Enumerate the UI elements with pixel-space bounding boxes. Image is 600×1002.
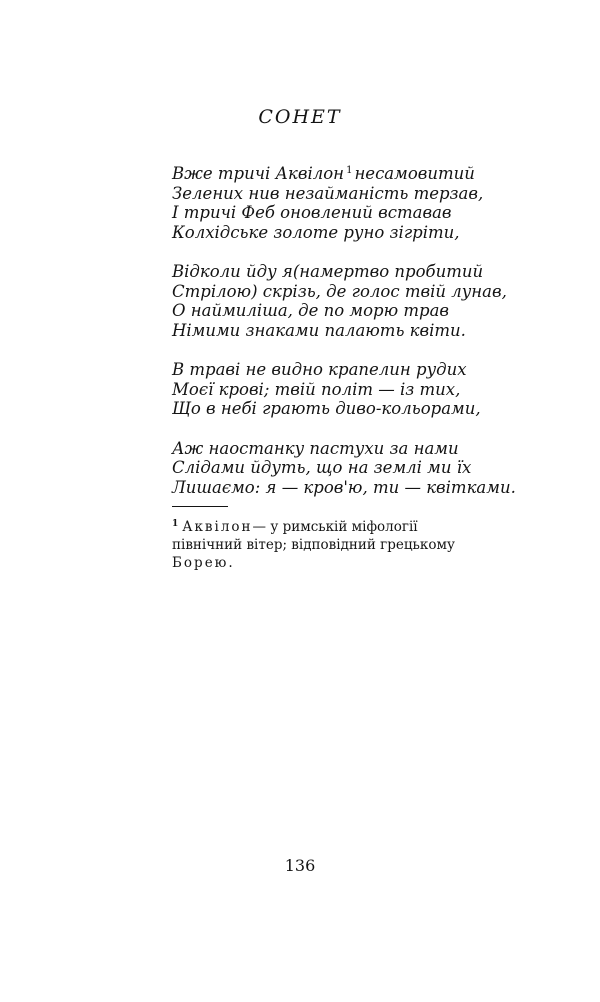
footnote-line: Борею. (172, 555, 235, 571)
footnote-term: Аквілон (182, 519, 253, 535)
poem-line: Аж наостанку пастухи за нами (172, 438, 459, 458)
poem-line: Німими знаками палають квіти. (172, 320, 466, 340)
page-number: 136 (284, 856, 316, 875)
poem-line: Стрілою) скрізь, де голос твій лунав, (172, 281, 507, 301)
footnote-text: — у римській міфології (252, 519, 418, 535)
footnote (172, 518, 512, 572)
poem-line (172, 164, 516, 184)
poem-line: Колхідське золоте руно зігріти, (172, 222, 460, 242)
poem-line: Що в небі грають диво-кольорами, (172, 399, 481, 418)
poem-line: Зелених нив незайманість терзав, (172, 183, 484, 203)
footnote-line (172, 518, 512, 536)
footnote-divider (172, 506, 228, 507)
stanza-4 (172, 439, 516, 498)
stanza-2 (172, 262, 516, 340)
poem-line: О наймиліша, де по морю трав (172, 301, 450, 320)
poem-line: Лишаємо: я — кров'ю, ти — квітками. (172, 477, 516, 497)
poem-line: В траві не видно крапелин рудих (172, 360, 467, 379)
poem-line: Відколи йду я(намертво пробитий (172, 262, 484, 281)
poem-line-text: несамовитий (354, 164, 475, 183)
footnote-reference: 1 (346, 164, 353, 176)
poem-line-text: Вже тричі Аквілон (172, 164, 345, 183)
poem-line: Слідами йдуть, що на землі ми їх (172, 458, 472, 477)
poem-body (172, 164, 516, 517)
stanza-1 (172, 164, 516, 242)
poem-line: Моєї крові; твій політ — із тих, (172, 379, 461, 399)
footnote-line: північний вітер; відповідний грецькому (172, 537, 455, 553)
stanza-3 (172, 360, 516, 419)
poem-title: СОНЕТ (258, 106, 342, 128)
footnote-mark: 1 (172, 518, 179, 529)
poem-line: І тричі Феб оновлений вставав (172, 203, 452, 222)
